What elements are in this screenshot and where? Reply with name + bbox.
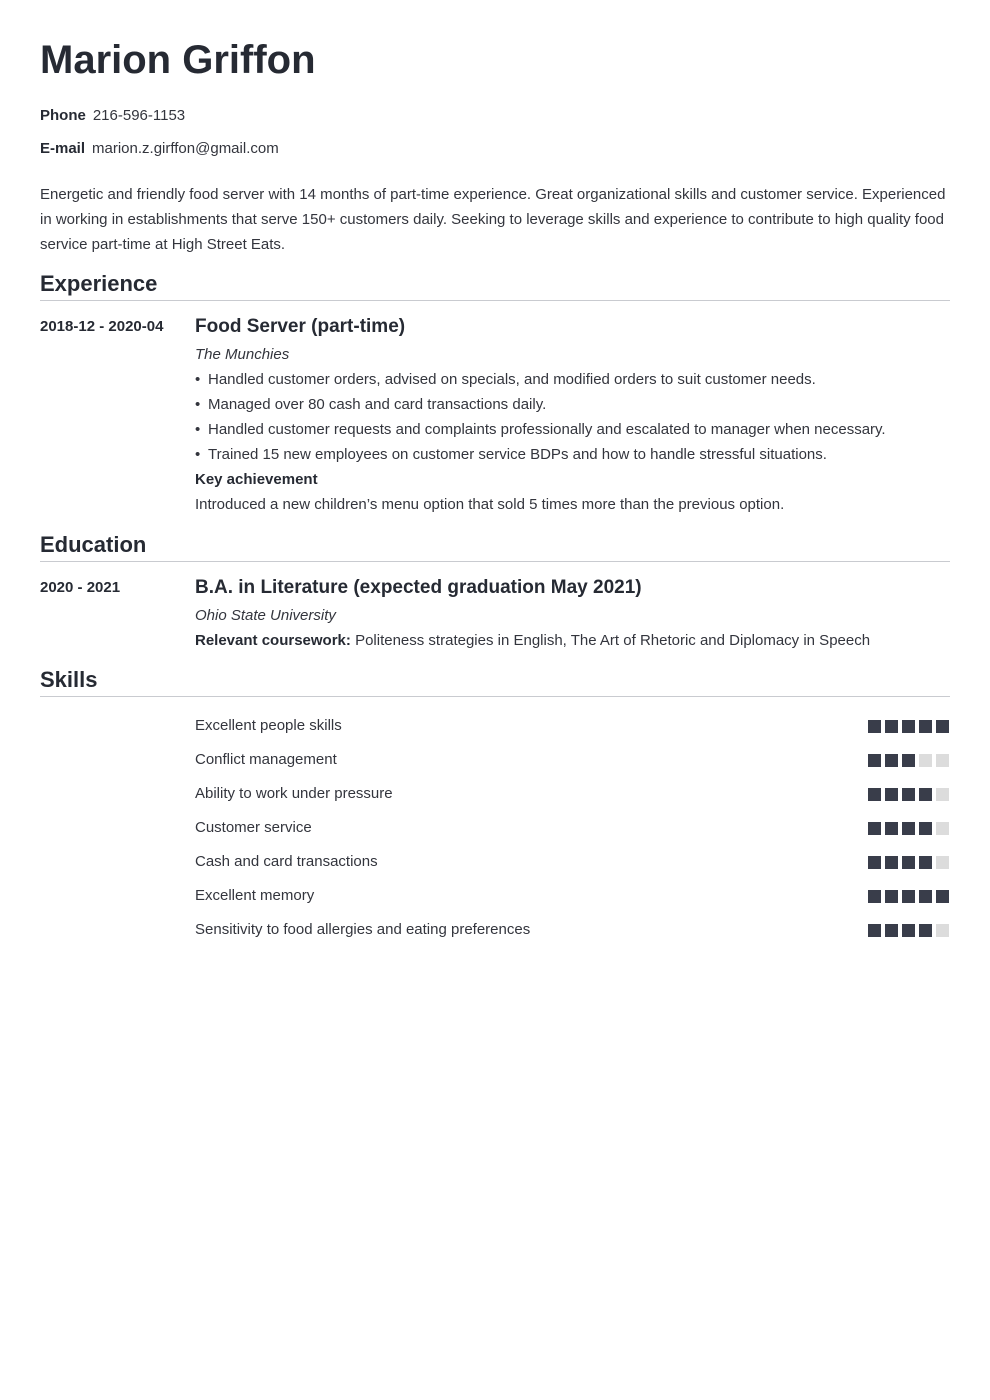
skill-level-filled-square [902, 788, 915, 801]
skill-level-filled-square [868, 856, 881, 869]
skill-row [40, 845, 950, 879]
coursework-label: Relevant coursework: [195, 632, 351, 649]
skill-name: Cash and card transactions [195, 853, 378, 870]
email-value: marion.z.girffon@gmail.com [92, 140, 279, 157]
skill-level-filled-square [919, 822, 932, 835]
skill-level-filled-square [885, 924, 898, 937]
profile-summary: Energetic and friendly food server with 14 months of part-time experience. Great organizational skills and customer service. Experienced in working in establishments that serve 150+ customers daily. Seeking to leverage skills and experience to contribute to high quality food service part-time at High Street Eats. [40, 186, 946, 253]
skill-level-empty-square [936, 924, 949, 937]
skill-level-rating [868, 924, 949, 937]
education-body [195, 577, 950, 653]
skill-row [40, 879, 950, 913]
skill-level-filled-square [919, 720, 932, 733]
skill-level-filled-square [902, 924, 915, 937]
skill-level-filled-square [919, 890, 932, 903]
coursework-text: Politeness strategies in English, The Art of Rhetoric and Diplomacy in Speech [355, 632, 871, 649]
responsibility-item: • Trained 15 new employees on customer service BDPs and how to handle stressful situations. [195, 442, 950, 467]
skill-level-rating [868, 788, 949, 801]
responsibility-item: • Handled customer requests and complaints professionally and escalated to manager when necessary. [195, 417, 950, 442]
skill-level-empty-square [919, 754, 932, 767]
responsibility-item: • Handled customer orders, advised on specials, and modified orders to suit customer needs. [195, 367, 950, 392]
skill-level-filled-square [885, 822, 898, 835]
skill-name: Excellent memory [195, 887, 315, 904]
skill-name: Sensitivity to food allergies and eating preferences [195, 921, 531, 938]
skills-list [40, 709, 950, 947]
skill-level-rating [868, 822, 949, 835]
skill-level-filled-square [885, 754, 898, 767]
contact-phone [40, 107, 950, 125]
skill-level-rating [868, 720, 949, 733]
skill-level-filled-square [919, 856, 932, 869]
skill-level-filled-square [919, 788, 932, 801]
skill-level-rating [868, 890, 949, 903]
skill-level-empty-square [936, 856, 949, 869]
skill-level-filled-square [919, 924, 932, 937]
key-achievement-label: Key achievement [195, 471, 318, 488]
skill-name: Ability to work under pressure [195, 785, 393, 802]
skill-level-rating [868, 856, 949, 869]
skill-level-filled-square [868, 754, 881, 767]
candidate-name: Marion Griffon [40, 38, 316, 82]
skill-level-empty-square [936, 822, 949, 835]
skill-level-filled-square [868, 788, 881, 801]
skill-level-rating [868, 754, 949, 767]
skill-level-empty-square [936, 754, 949, 767]
experience-entry [40, 316, 950, 517]
section-title-education: Education [40, 532, 950, 562]
skill-name: Excellent people skills [195, 717, 342, 734]
education-entry [40, 577, 950, 653]
skill-level-filled-square [936, 720, 949, 733]
skill-row [40, 709, 950, 743]
skill-level-filled-square [868, 822, 881, 835]
skill-level-filled-square [902, 720, 915, 733]
responsibility-item: • Managed over 80 cash and card transactions daily. [195, 392, 950, 417]
job-title: Food Server (part-time) [195, 316, 406, 337]
skill-level-filled-square [902, 754, 915, 767]
skill-name: Conflict management [195, 751, 337, 768]
phone-label: Phone [40, 107, 86, 124]
degree-title: B.A. in Literature (expected graduation May 2021) [195, 577, 642, 598]
key-achievement-text: Introduced a new children’s menu option that sold 5 times more than the previous option. [195, 496, 785, 513]
skill-level-filled-square [885, 720, 898, 733]
section-title-skills: Skills [40, 667, 950, 697]
skill-name: Customer service [195, 819, 312, 836]
email-label: E-mail [40, 140, 86, 157]
experience-dates: 2018-12 - 2020-04 [40, 318, 164, 335]
skill-level-filled-square [885, 856, 898, 869]
skill-row [40, 811, 950, 845]
skill-level-filled-square [885, 788, 898, 801]
skill-level-filled-square [902, 856, 915, 869]
skill-row [40, 743, 950, 777]
section-title-experience: Experience [40, 271, 950, 301]
skill-level-filled-square [868, 890, 881, 903]
skill-level-filled-square [868, 720, 881, 733]
skill-level-empty-square [936, 788, 949, 801]
contact-email [40, 140, 950, 158]
coursework [195, 628, 950, 653]
phone-value: 216-596-1153 [92, 107, 186, 124]
experience-body [195, 316, 950, 517]
skill-level-filled-square [868, 924, 881, 937]
skill-row [40, 777, 950, 811]
education-dates: 2020 - 2021 [40, 579, 121, 596]
skill-level-filled-square [902, 822, 915, 835]
skill-level-filled-square [902, 890, 915, 903]
skill-row [40, 913, 950, 947]
school-name: Ohio State University [195, 607, 336, 624]
skill-level-filled-square [936, 890, 949, 903]
responsibility-list [195, 367, 950, 467]
company-name: The Munchies [195, 346, 290, 363]
skill-level-filled-square [885, 890, 898, 903]
